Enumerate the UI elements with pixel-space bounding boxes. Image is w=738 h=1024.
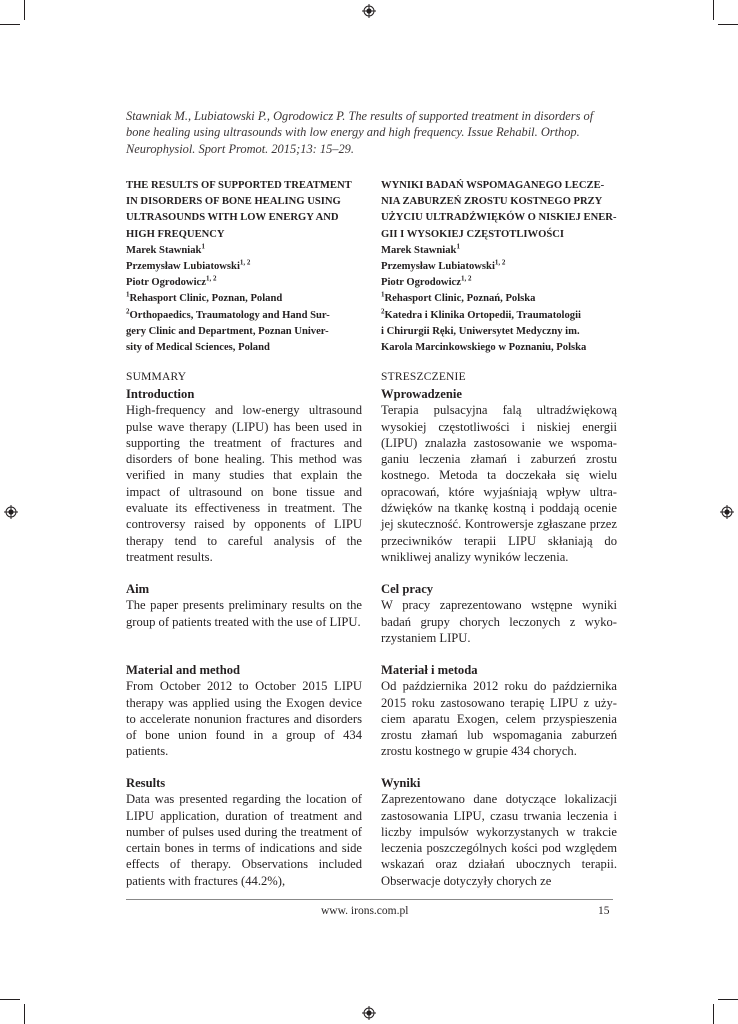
section-heading: Wyniki: [381, 776, 421, 790]
section-cel-pracy: [381, 581, 617, 646]
crop-mark: [0, 999, 20, 1000]
section-heading: Aim: [126, 582, 150, 596]
section-heading: Wprowadzenie: [381, 387, 462, 401]
affiliation-line: sity of Medical Sciences, Poland: [126, 342, 270, 354]
citation: Stawniak M., Lubiatowski P., Ogrodowicz P. The results of supported treatment in disorders of bone healing using ultrasounds with low energy and high frequency. Issue Rehabil. Orthop. Neurophysiol. Sport Promot. 2015;13: 15–29.: [126, 109, 594, 156]
crop-mark: [718, 24, 738, 25]
title-line: WYNIKI BADAŃ WSPOMAGANEGO LECZE-: [381, 180, 605, 191]
author: Piotr Ogrodowicz$^{1, 2}$: [381, 274, 472, 289]
footer-divider: [126, 899, 613, 900]
registration-mark-icon: [4, 505, 18, 519]
section-results: [126, 775, 362, 889]
crop-mark: [0, 24, 20, 25]
page-number: 15: [598, 905, 610, 917]
title-line: THE RESULTS OF SUPPORTED TREATMENT: [126, 180, 352, 191]
section-heading: Cel pracy: [381, 582, 434, 596]
affiliation: $^2$Katedra i Klinika Ortopedii, Traumatologii: [381, 307, 581, 321]
affiliation: $^2$Orthopaedics, Traumatology and Hand Sur-: [126, 307, 330, 321]
section-material-method: [126, 662, 362, 760]
registration-mark-icon: [362, 4, 376, 18]
title-line: UŻYCIU ULTRADŹWIĘKÓW O NISKIEJ ENER-: [381, 212, 617, 224]
section-text: Zaprezentowano dane dotyczące lokalizacji zastosowania LIPU, czasu trwania leczenia i liczby impulsów wykorzystanych w trakcie leczenia poszczególnych kości pod względem wskazań oraz działań ubocznych terapii. Obserwacje dotyczyły chorych ze: [381, 792, 617, 888]
author: Marek Stawniak$^1$: [126, 242, 205, 256]
summary-label: SUMMARY: [126, 371, 187, 383]
crop-mark: [24, 0, 25, 20]
section-heading: Materiał i metoda: [381, 663, 478, 677]
section-text: Data was presented regarding the location of LIPU application, duration of treatment and number of pulses used during the treatment of certain bones in terms of indications and side effects of therapy. Observations included patients with fractures (44.2%),: [126, 792, 362, 888]
footer-url: www. irons.com.pl: [321, 905, 409, 917]
author: Marek Stawniak$^1$: [381, 242, 460, 256]
section-text: Terapia pulsacyjna falą ultradźwiękową wysokiej częstotliwości i niskiej energii (LIPU) znalazła zastosowanie we wspomaganiu leczenia złamań i zaburzeń zrostu kostnego. Metoda ta doczekała się wielu opracowań, które wyjaśniają wpływ ultradźwięków na tkankę kostną i poddają ocenie jej skuteczność. Kontrowersje zgłaszane przez przeciwników terapii LIPU skłaniają do wnikliwej analizy wyników leczenia.: [381, 403, 617, 564]
section-material-metoda: [381, 662, 617, 760]
section-text: W pracy zaprezentowano wstępne wyniki badań grupy chorych leczonych z wykorzystaniem LIPU.: [381, 598, 617, 645]
registration-mark-icon: [720, 505, 734, 519]
section-heading: Introduction: [126, 387, 195, 401]
title-line: NIA ZABURZEŃ ZROSTU KOSTNEGO PRZY: [381, 196, 603, 208]
section-heading: Material and method: [126, 663, 241, 677]
affiliation-line: i Chirurgii Ręki, Uniwersytet Medyczny im.: [381, 325, 580, 337]
section-text: Od października 2012 roku do października 2015 roku zastosowano terapię LIPU z użyciem aparatu Exogen, celem przyspieszenia zrostu złamań lub wspomagania zaburzeń zrostu kostnego w grupie 434 chorych.: [381, 679, 617, 759]
affiliation: $^1$Rehasport Clinic, Poznań, Polska: [381, 290, 536, 305]
crop-mark: [713, 1004, 714, 1024]
section-text: From October 2012 to October 2015 LIPU therapy was applied using the Exogen device to accelerate nonunion fractures and disorders of bone union found in a group of 434 patients.: [126, 679, 362, 759]
title-line: IN DISORDERS OF BONE HEALING USING: [126, 196, 341, 208]
author: Piotr Ogrodowicz$^{1, 2}$: [126, 274, 217, 289]
section-aim: [126, 581, 362, 630]
title-line: HIGH FREQUENCY: [126, 228, 225, 240]
affiliation-line: Karola Marcinkowskiego w Poznaniu, Polska: [381, 342, 587, 354]
crop-mark: [24, 1004, 25, 1024]
section-text: High-frequency and low-energy ultrasound pulse wave therapy (LIPU) has been used in supporting the treatment of fractures and disorders of bone healing. This method was verified in many studies that explain the impact of ultrasound on bone tissue and evaluate its effectiveness in treatment. The controversy raised by opponents of LIPU therapy tend to careful analysis of the treatment results.: [126, 403, 362, 564]
section-heading: Results: [126, 776, 166, 790]
title-line: ULTRASOUNDS WITH LOW ENERGY AND: [126, 212, 339, 224]
section-wyniki: [381, 775, 617, 889]
crop-mark: [713, 0, 714, 20]
summary-label: STRESZCZENIE: [381, 371, 466, 383]
article-header-en: [126, 178, 362, 356]
section-wprowadzenie: [381, 386, 617, 565]
title-line: GII I WYSOKIEJ CZĘSTOTLIWOŚCI: [381, 228, 565, 240]
author: Przemysław Lubiatowski$^{1, 2}$: [381, 258, 506, 273]
article-header-pl: [381, 178, 617, 356]
author: Przemysław Lubiatowski$^{1, 2}$: [126, 258, 251, 273]
crop-mark: [718, 999, 738, 1000]
section-introduction: [126, 386, 362, 565]
affiliation-line: gery Clinic and Department, Poznan Univer-: [126, 325, 329, 337]
affiliation: $^1$Rehasport Clinic, Poznan, Poland: [126, 290, 283, 305]
registration-mark-icon: [362, 1006, 376, 1020]
section-text: The paper presents preliminary results on the group of patients treated with the use of LIPU.: [126, 598, 362, 629]
